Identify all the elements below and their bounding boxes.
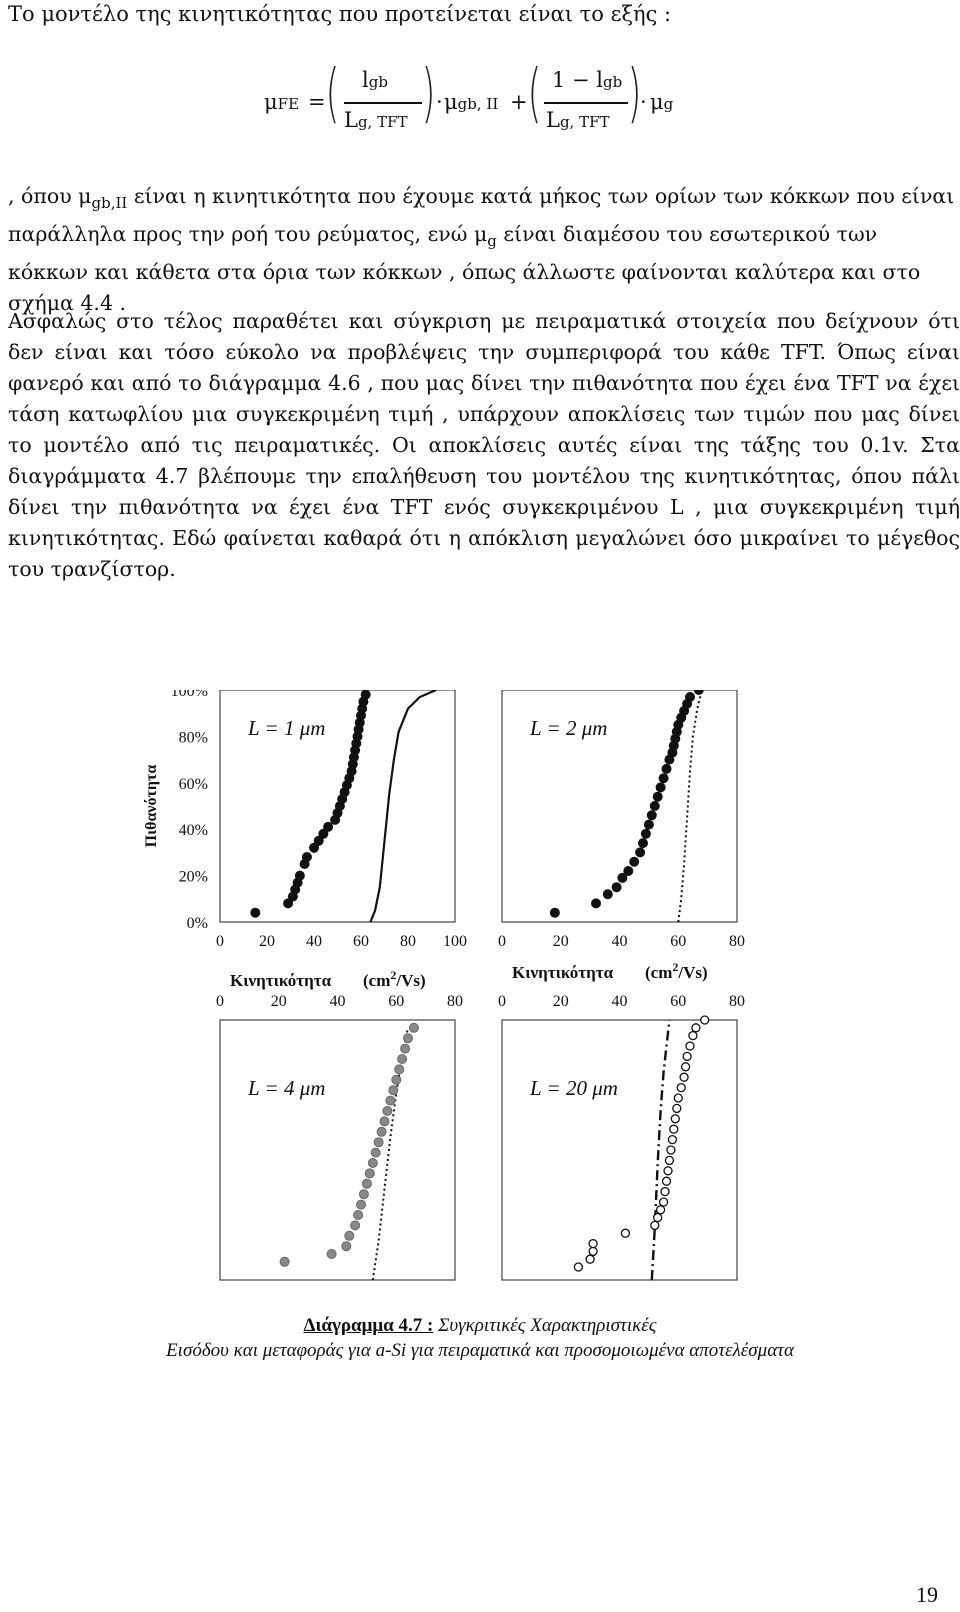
formula-dot2: · xyxy=(640,90,647,114)
data-point xyxy=(574,1263,582,1271)
ytick-label: 0% xyxy=(186,915,208,932)
xtick-label: 60 xyxy=(670,993,687,1010)
data-point xyxy=(670,1125,678,1133)
data-point xyxy=(657,1206,665,1214)
paren-open-2: ( xyxy=(527,57,542,131)
data-point xyxy=(361,690,371,700)
data-point xyxy=(280,1257,289,1266)
panel-frame xyxy=(220,1020,455,1280)
data-point xyxy=(589,1247,597,1255)
data-point xyxy=(359,1190,368,1199)
data-point xyxy=(250,908,260,918)
xtick-label: 80 xyxy=(729,993,745,1010)
ytick-label: 100% xyxy=(170,690,208,700)
formula-mu1: μgb, II xyxy=(444,90,499,114)
data-point xyxy=(644,820,654,830)
data-point xyxy=(660,1198,668,1206)
data-point xyxy=(623,866,633,876)
formula-eq: = xyxy=(308,90,326,114)
data-point xyxy=(659,773,669,783)
data-point xyxy=(345,1231,354,1240)
data-point xyxy=(651,1221,659,1229)
data-point xyxy=(380,1117,389,1126)
data-point xyxy=(371,1148,380,1157)
data-point xyxy=(586,1255,594,1263)
data-point xyxy=(342,1242,351,1251)
paragraph-comparison: Ασφαλώς στο τέλος παραθέτει και σύγκριση με πειραματικά στοιχεία που δείχνουν ότι δεν είναι και τόσο εύκολο να προβλέψεις την συμπεριφορά του κάθε TFT. Όπως είναι φανερό και από το διάγραμμα 4.6 , που μας δίνει την πιθανότητα που έχει ένα TFT να έχει τάση κατωφλίου μια συγκεκριμένη τιμή , υπάρχουν αποκλίσεις των τιμών που μας δίνει το μοντέλο από τις πειραματικές. Οι αποκλίσεις αυτές είναι της τάξης του 0.1v. Στα διαγράμματα 4.7 βλέπουμε την επαλήθευση του μοντέλου της κινητικότητας, όπου πάλι δίνει την πιθανότητα να έχει ένα TFT ενός συγκεκριμένου L , μια συγκεκριμένη τιμή κινητικότητας. Εδώ φαίνεται καθαρά ότι η απόκλιση μεγαλώνει όσο μικραίνει το μέγεθος του τρανζίστορ. xyxy=(8,309,960,581)
paren-close-2: ) xyxy=(627,57,642,131)
xtick-label: 60 xyxy=(388,993,405,1010)
data-point xyxy=(663,1177,671,1185)
data-point xyxy=(589,1240,597,1248)
data-point xyxy=(409,1023,418,1032)
page-number: 19 xyxy=(916,1582,938,1607)
data-point xyxy=(392,1075,401,1084)
data-point xyxy=(401,1044,410,1053)
xtick-label: 0 xyxy=(216,993,224,1010)
data-point xyxy=(302,852,312,862)
x-axis-unit: $(cm^2/Vs)$ xyxy=(645,960,708,982)
data-point xyxy=(654,1214,662,1222)
x-axis-unit: $(cm^2/Vs)$ xyxy=(363,968,426,990)
data-point xyxy=(635,847,645,857)
xtick-label: 20 xyxy=(552,933,569,950)
data-point xyxy=(647,810,657,820)
data-point xyxy=(694,690,704,695)
data-point xyxy=(629,857,639,867)
y-axis-label: Πιθανότητα xyxy=(143,764,160,848)
data-point xyxy=(354,1211,363,1220)
data-point xyxy=(689,1032,697,1040)
ytick-label: 20% xyxy=(178,868,208,886)
formula-mu2: μg xyxy=(650,90,674,114)
data-point xyxy=(591,898,601,908)
xtick-label: 40 xyxy=(329,993,346,1010)
figure-4-7 xyxy=(0,690,960,1310)
xtick-label: 40 xyxy=(611,933,628,950)
xtick-label: 20 xyxy=(270,993,287,1010)
data-point xyxy=(653,792,663,802)
caption-text-1: Συγκριτικές Χαρακτηριστικές xyxy=(433,1315,657,1336)
mobility-formula xyxy=(264,57,704,152)
data-point xyxy=(673,1104,681,1112)
formula-plus: + xyxy=(510,90,528,114)
data-point xyxy=(650,801,660,811)
data-point xyxy=(386,1096,395,1105)
xtick-label: 40 xyxy=(306,933,322,950)
x-axis-label: Κινητικότητα xyxy=(230,971,332,990)
paren-open-1: ( xyxy=(325,57,340,131)
ytick-label: 40% xyxy=(178,822,208,840)
data-point xyxy=(686,1042,694,1050)
figure-caption-line2: Εισόδου και μεταφοράς για a-Si για πειραματικά και προσομοιωμένα αποτελέσματα xyxy=(166,1340,794,1361)
caption-label: Διάγραμμα 4.7 : xyxy=(303,1315,434,1336)
data-point xyxy=(377,1127,386,1136)
data-point xyxy=(671,1115,679,1123)
formula-num2: 1 − lgb xyxy=(552,68,623,92)
xtick-label: 20 xyxy=(259,933,275,950)
panel-title: L = 4 μm xyxy=(248,1076,326,1100)
formula-dot1: · xyxy=(436,90,443,114)
ytick-label: 60% xyxy=(178,775,208,793)
xtick-label: 80 xyxy=(447,993,463,1010)
xtick-label: 60 xyxy=(670,933,687,950)
x-axis-label: Κινητικότητα xyxy=(512,963,614,982)
xtick-label: 20 xyxy=(552,993,569,1010)
data-point xyxy=(383,1107,392,1116)
data-point xyxy=(668,1136,676,1144)
data-point xyxy=(664,1167,672,1175)
data-point xyxy=(389,1086,398,1095)
data-point xyxy=(677,1084,685,1092)
intro-line: Το μοντέλο της κινητικότητας που προτείνεται είναι το εξής : xyxy=(8,2,672,26)
paragraph-mobility-description: , όπου $\mu_{gb,II}$ είναι η κινητικότητα που έχουμε κατά μήκος των ορίων των κόκκων που είναι παράλληλα προς την ροή του ρεύματος, ενώ $\mu_g$ είναι διαμέσου του εσωτερικού των κόκκων και κάθετα στα όρια των κόκκων , όπως άλλωστε φαίνονται καλύτερα και στο σχήμα 4.4 . xyxy=(8,184,955,316)
panel-frame xyxy=(502,1020,737,1280)
panel-title: L = 1 μm xyxy=(248,716,326,740)
data-point xyxy=(661,1188,669,1196)
data-point xyxy=(692,1024,700,1032)
data-point xyxy=(365,1169,374,1178)
xtick-label: 60 xyxy=(353,933,369,950)
data-point xyxy=(404,1034,413,1043)
data-point xyxy=(701,1016,709,1024)
data-point xyxy=(682,1063,690,1071)
data-point xyxy=(683,1052,691,1060)
data-point xyxy=(621,1229,629,1237)
data-point xyxy=(656,782,666,792)
data-point xyxy=(665,1156,673,1164)
fraction-line-2 xyxy=(544,102,628,104)
data-point xyxy=(662,764,672,774)
data-point xyxy=(667,1146,675,1154)
data-point xyxy=(295,871,305,881)
data-point xyxy=(641,829,651,839)
panel-title: L = 2 μm xyxy=(530,716,608,740)
paren-close-1: ) xyxy=(421,57,436,131)
panel-title: L = 20 μm xyxy=(530,1076,618,1100)
data-point xyxy=(351,1221,360,1230)
fraction-line-1 xyxy=(344,102,422,104)
data-point xyxy=(638,838,648,848)
data-point xyxy=(603,889,613,899)
xtick-label: 0 xyxy=(498,933,506,950)
formula-den1: Lg, TFT xyxy=(344,108,408,132)
model-curve xyxy=(370,690,436,922)
data-point xyxy=(550,908,560,918)
data-point xyxy=(357,1200,366,1209)
xtick-label: 80 xyxy=(400,933,416,950)
data-point xyxy=(674,1094,682,1102)
formula-num1: lgb xyxy=(362,68,388,92)
figure-caption-line1 xyxy=(0,1315,960,1337)
data-point xyxy=(685,692,695,702)
data-point xyxy=(395,1065,404,1074)
data-point xyxy=(612,882,622,892)
xtick-label: 40 xyxy=(611,993,628,1010)
data-point xyxy=(374,1138,383,1147)
formula-lhs: μFE xyxy=(264,90,300,114)
data-point xyxy=(680,1073,688,1081)
figure-svg xyxy=(0,690,960,1310)
data-point xyxy=(362,1179,371,1188)
xtick-label: 0 xyxy=(498,993,506,1010)
xtick-label: 80 xyxy=(729,933,745,950)
data-point xyxy=(327,1250,336,1259)
data-point xyxy=(368,1159,377,1168)
data-point xyxy=(398,1055,407,1064)
xtick-label: 100 xyxy=(443,933,467,950)
formula-den2: Lg, TFT xyxy=(546,108,610,132)
ytick-label: 80% xyxy=(178,729,208,747)
xtick-label: 0 xyxy=(216,933,224,950)
